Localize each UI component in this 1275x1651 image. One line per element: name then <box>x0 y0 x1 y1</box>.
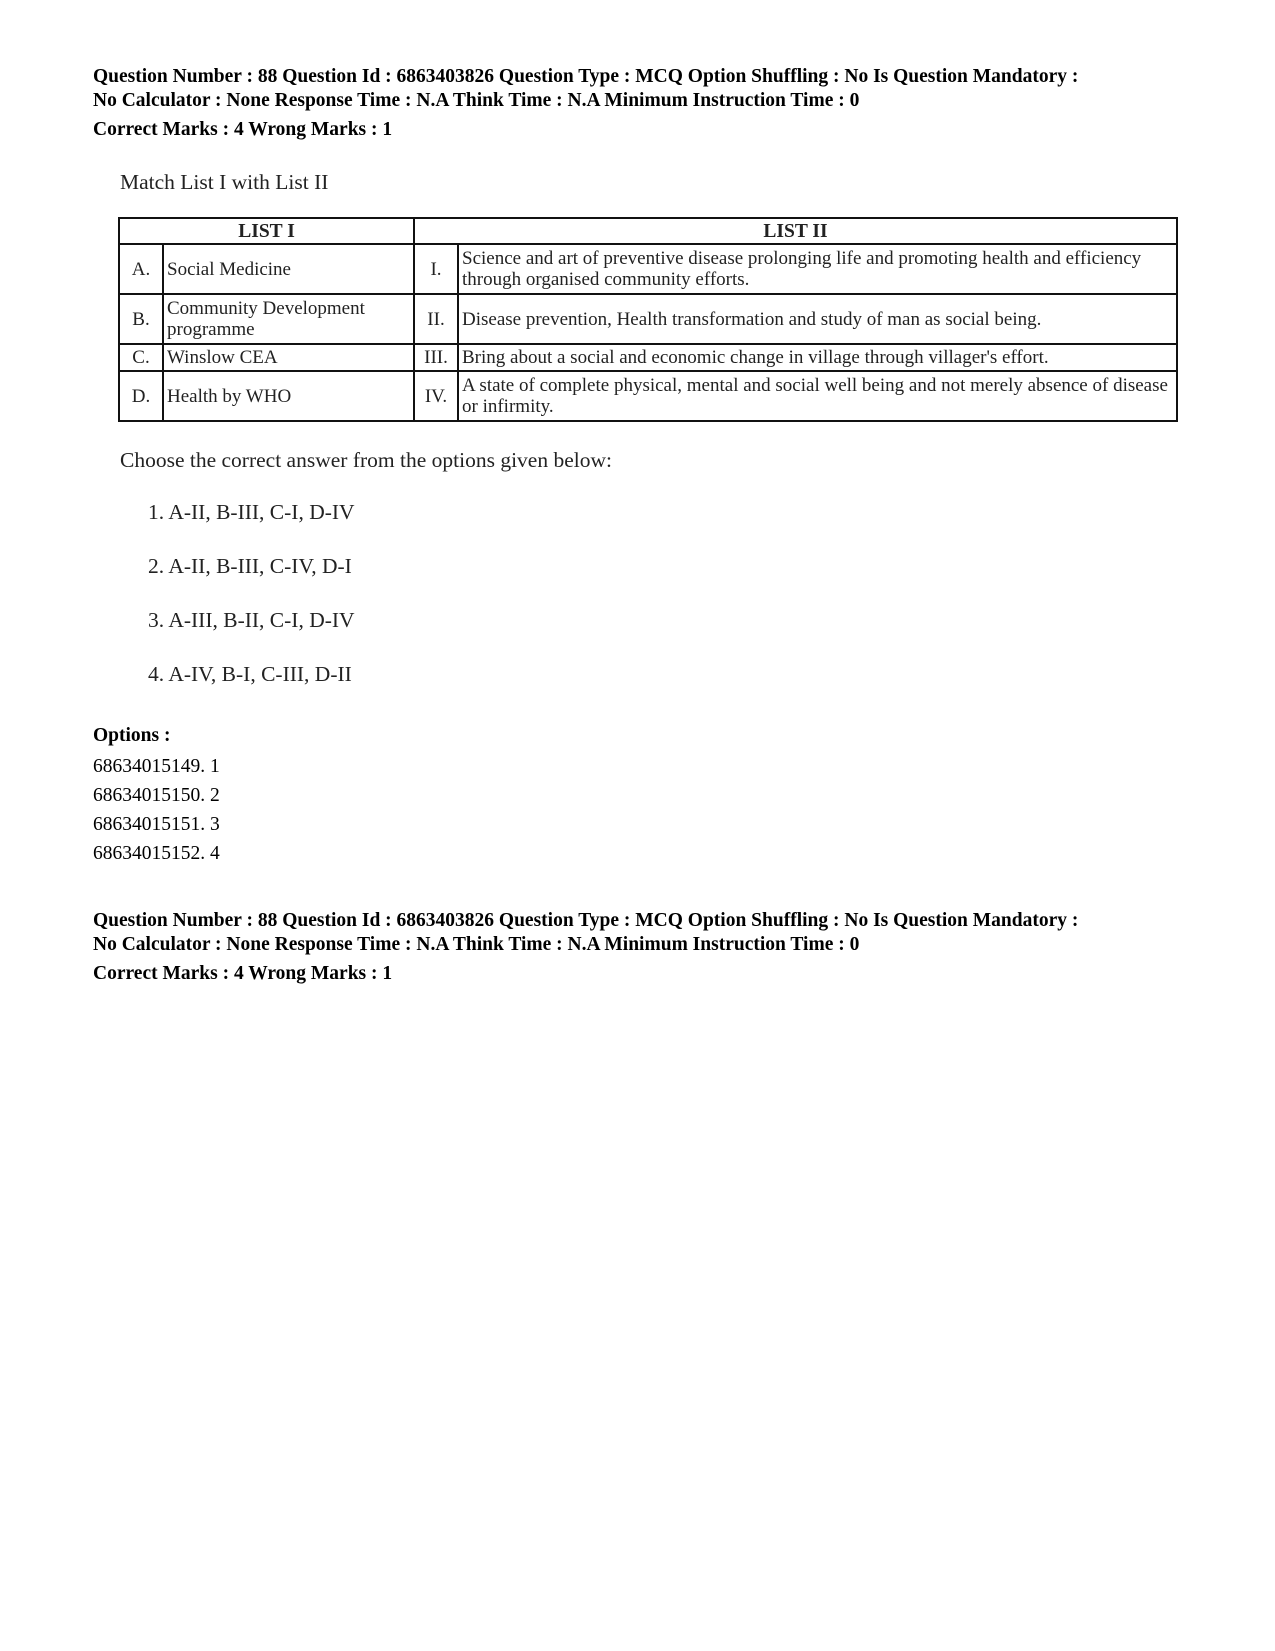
question-marks: Correct Marks : 4 Wrong Marks : 1 <box>93 963 393 984</box>
row-letter: D. <box>119 371 163 421</box>
option-item: 68634015150. 2 <box>93 785 220 806</box>
list-1-item: Social Medicine <box>163 244 414 294</box>
match-table-header <box>119 218 1177 244</box>
table-row <box>119 294 1177 344</box>
match-table <box>118 217 1178 422</box>
list-2-item: Bring about a social and economic change in village through villager's effort. <box>458 344 1177 371</box>
question-header <box>93 65 1213 142</box>
option-item: 68634015149. 1 <box>93 756 220 777</box>
list-2-item: Science and art of preventive disease prolonging life and promoting health and efficiency through organised community efforts. <box>458 244 1177 294</box>
row-roman: IV. <box>414 371 458 421</box>
question-marks: Correct Marks : 4 Wrong Marks : 1 <box>93 119 393 140</box>
list-1-item: Winslow CEA <box>163 344 414 371</box>
table-row <box>119 371 1177 421</box>
table-row <box>119 244 1177 294</box>
row-letter: B. <box>119 294 163 344</box>
choose-instruction: Choose the correct answer from the options given below: <box>120 448 612 472</box>
row-roman: I. <box>414 244 458 294</box>
list-1-item: Health by WHO <box>163 371 414 421</box>
answer-choice-3: 3. A-III, B-II, C-I, D-IV <box>148 608 355 632</box>
answer-choices <box>148 498 1178 688</box>
question-prompt: Match List I with List II <box>120 170 329 194</box>
row-letter: A. <box>119 244 163 294</box>
list-1-item: Community Development programme <box>163 294 414 344</box>
question-meta-line-1: Question Number : 88 Question Id : 6863403826 Question Type : MCQ Option Shuffling : No Is Question Mandatory : <box>93 910 1079 931</box>
answer-choice-4: 4. A-IV, B-I, C-III, D-II <box>148 662 352 686</box>
row-roman: III. <box>414 344 458 371</box>
question-meta-line-1: Question Number : 88 Question Id : 6863403826 Question Type : MCQ Option Shuffling : No Is Question Mandatory : <box>93 66 1079 87</box>
options-label: Options : <box>93 725 171 746</box>
question-body <box>118 168 1178 714</box>
list-2-item: A state of complete physical, mental and social well being and not merely absence of disease or infirmity. <box>458 371 1177 421</box>
answer-choice-2: 2. A-II, B-III, C-IV, D-I <box>148 554 352 578</box>
options-list <box>93 724 220 868</box>
answer-choice-1: 1. A-II, B-III, C-I, D-IV <box>148 500 355 524</box>
next-question-header <box>93 909 1213 986</box>
row-letter: C. <box>119 344 163 371</box>
option-item: 68634015152. 4 <box>93 843 220 864</box>
list-2-item: Disease prevention, Health transformation and study of man as social being. <box>458 294 1177 344</box>
question-meta-line-2: No Calculator : None Response Time : N.A Think Time : N.A Minimum Instruction Time : 0 <box>93 90 860 111</box>
list-1-header: LIST I <box>119 218 414 244</box>
row-roman: II. <box>414 294 458 344</box>
table-row <box>119 344 1177 371</box>
question-meta-line-2: No Calculator : None Response Time : N.A Think Time : N.A Minimum Instruction Time : 0 <box>93 934 860 955</box>
list-2-header: LIST II <box>414 218 1177 244</box>
option-item: 68634015151. 3 <box>93 814 220 835</box>
